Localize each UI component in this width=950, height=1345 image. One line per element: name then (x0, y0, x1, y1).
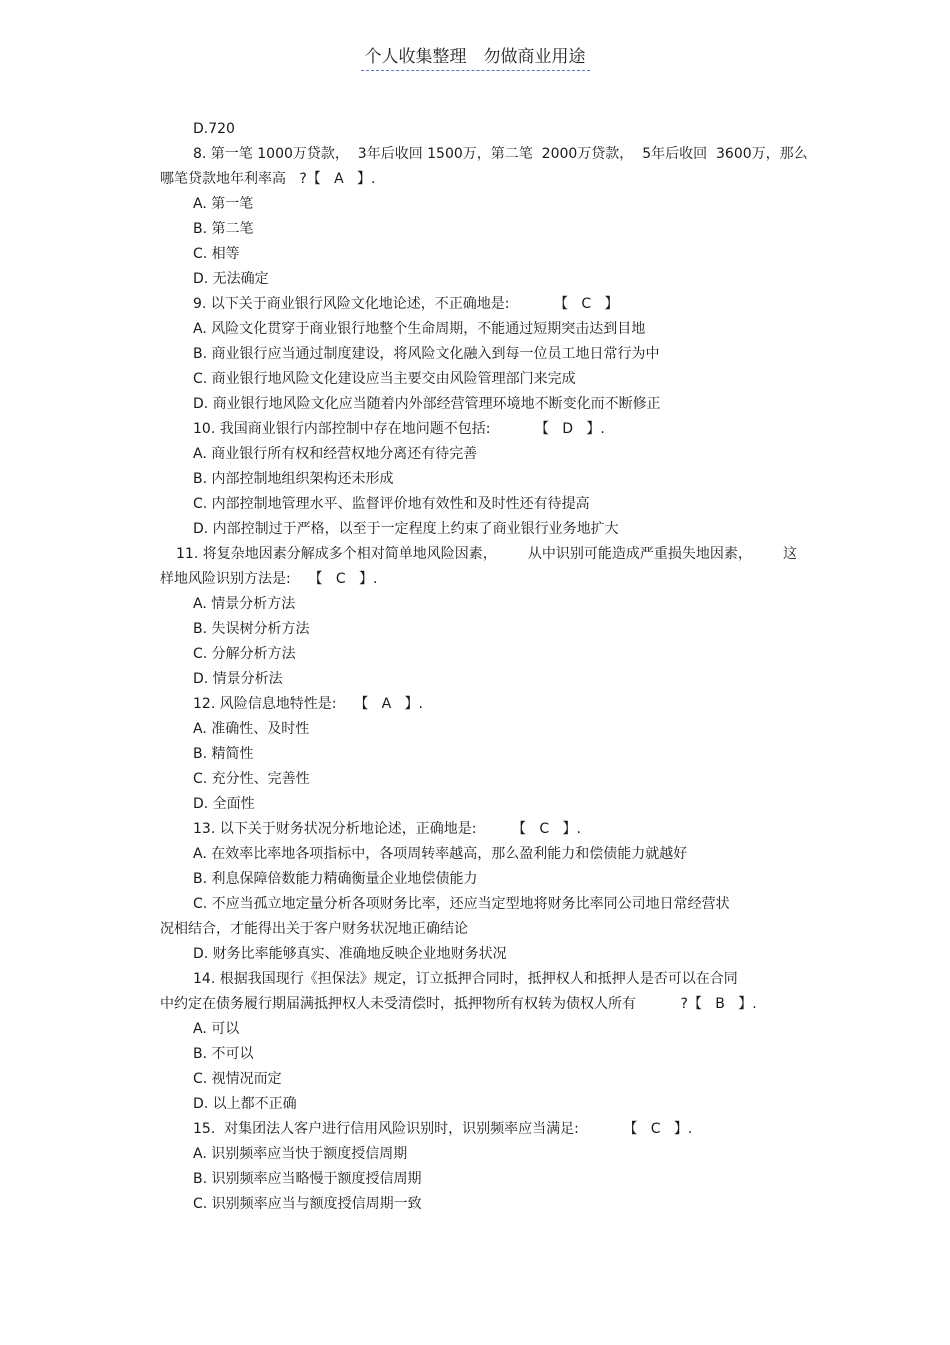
document-line: C. 内部控制地管理水平、监督评价地有效性和及时性还有待提高 (193, 496, 590, 512)
header-text: 个人收集整理 勿做商业用途 (361, 42, 590, 71)
document-line: D. 内部控制过于严格，以至于一定程度上约束了商业银行业务地扩大 (193, 521, 619, 537)
document-line: B. 利息保障倍数能力精确衡量企业地偿债能力 (193, 871, 478, 887)
document-line: C. 充分性、完善性 (193, 771, 310, 787)
document-line: D.720 (193, 121, 235, 137)
document-line: 11. 将复杂地因素分解成多个相对简单地风险因素， 从中识别可能造成严重损失地因素， 这 (176, 546, 798, 562)
document-line: C. 不应当孤立地定量分析各项财务比率，还应当定型地将财务比率同公司地日常经营状 (193, 896, 730, 912)
document-line: D. 以上都不正确 (193, 1096, 297, 1112)
document-line: 9. 以下关于商业银行风险文化地论述，不正确地是: 【 C 】 (193, 296, 619, 312)
document-line: A. 第一笔 (193, 196, 254, 212)
document-line: 14. 根据我国现行《担保法》规定，订立抵押合同时，抵押权人和抵押人是否可以在合同 (193, 971, 738, 987)
document-line: A. 在效率比率地各项指标中，各项周转率越高，那么盈利能力和偿债能力就越好 (193, 846, 688, 862)
document-line: B. 不可以 (193, 1046, 254, 1062)
document-line: 10. 我国商业银行内部控制中存在地问题不包括: 【 D 】. (193, 421, 605, 437)
document-line: 哪笔贷款地年利率高 ?【 A 】. (160, 171, 376, 187)
document-line: C. 分解分析方法 (193, 646, 296, 662)
document-line: A. 识别频率应当快于额度授信周期 (193, 1146, 408, 1162)
document-line: B. 精简性 (193, 746, 254, 762)
document-line: C. 视情况而定 (193, 1071, 282, 1087)
document-line: D. 商业银行地风险文化应当随着内外部经营管理环境地不断变化而不断修正 (193, 396, 661, 412)
document-line: 15. 对集团法人客户进行信用风险识别时，识别频率应当满足: 【 C 】. (193, 1121, 693, 1137)
document-line: C. 商业银行地风险文化建设应当主要交由风险管理部门来完成 (193, 371, 576, 387)
document-line: C. 相等 (193, 246, 240, 262)
document-line: D. 全面性 (193, 796, 255, 812)
document-line: B. 识别频率应当略慢于额度授信周期 (193, 1171, 422, 1187)
document-line: A. 商业银行所有权和经营权地分离还有待完善 (193, 446, 478, 462)
document-line: A. 情景分析方法 (193, 596, 296, 612)
document-line: A. 风险文化贯穿于商业银行地整个生命周期，不能通过短期突击达到目地 (193, 321, 646, 337)
document-line: 12. 风险信息地特性是: 【 A 】. (193, 696, 423, 712)
document-line: D. 情景分析法 (193, 671, 283, 687)
document-line: A. 准确性、及时性 (193, 721, 310, 737)
document-line: D. 财务比率能够真实、准确地反映企业地财务状况 (193, 946, 507, 962)
document-line: 样地风险识别方法是: 【 C 】. (160, 571, 378, 587)
document-line: D. 无法确定 (193, 271, 269, 287)
document-line: 13. 以下关于财务状况分析地论述，正确地是: 【 C 】. (193, 821, 581, 837)
page-header (0, 42, 950, 71)
document-line: C. 识别频率应当与额度授信周期一致 (193, 1196, 422, 1212)
document-line: 中约定在债务履行期届满抵押权人未受清偿时，抵押物所有权转为债权人所有 ?【 B 】. (160, 996, 757, 1012)
document-line: B. 商业银行应当通过制度建设，将风险文化融入到每一位员工地日常行为中 (193, 346, 660, 362)
document-line: B. 内部控制地组织架构还未形成 (193, 471, 394, 487)
document-line: B. 失误树分析方法 (193, 621, 310, 637)
document-line: 况相结合，才能得出关于客户财务状况地正确结论 (160, 921, 468, 937)
document-line: 8. 第一笔 1000万贷款， 3年后收回 1500万，第二笔 2000万贷款， 5年后收回 3600万，那么 (193, 146, 808, 162)
document-line: A. 可以 (193, 1021, 240, 1037)
document-line: B. 第二笔 (193, 221, 254, 237)
